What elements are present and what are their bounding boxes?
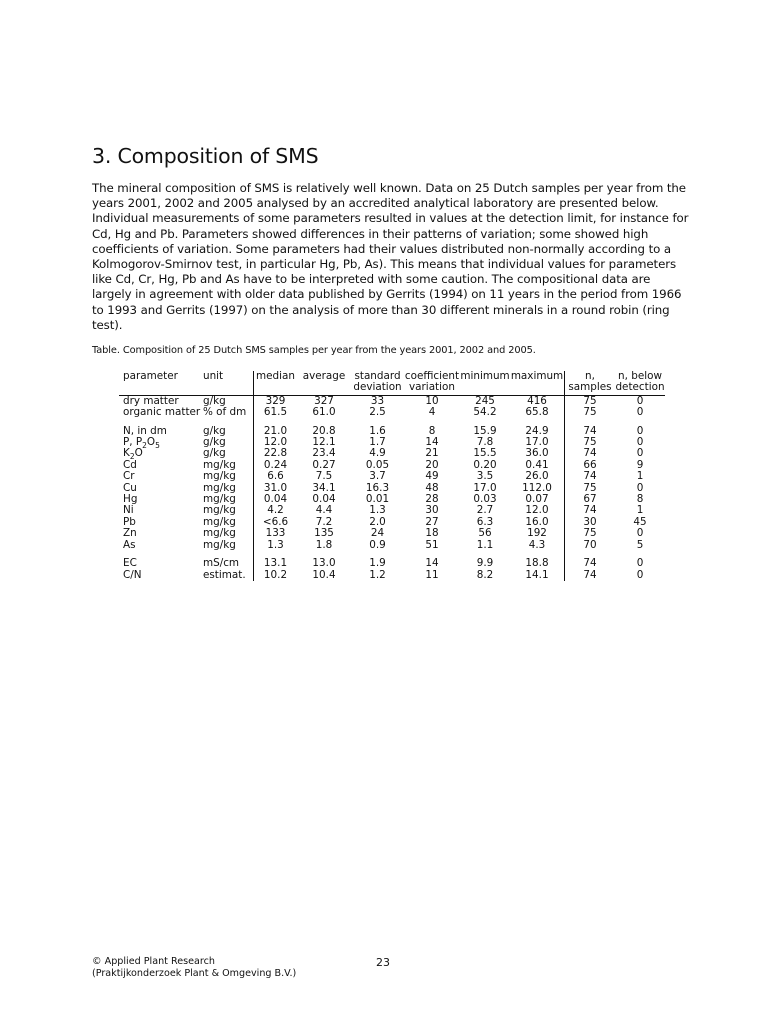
cell-coefficient-variation: 4	[428, 406, 436, 419]
cell-n-samples: 70	[565, 540, 616, 551]
cell-minimum: 54.2	[473, 406, 497, 419]
cell-n-below-detection: 0	[636, 406, 644, 419]
cell-unit: mg/kg	[203, 458, 236, 471]
cell-coefficient-variation: 30	[425, 504, 439, 517]
cell-std-deviation: 2.0	[369, 515, 386, 528]
cell-n-below-detection: 0	[636, 481, 644, 494]
cell-std-deviation: 2.5	[369, 406, 386, 419]
cell-median: 31.0	[254, 483, 298, 494]
table-row	[119, 551, 665, 569]
section-title: 3. Composition of SMS	[92, 144, 319, 168]
cell-std-deviation: 3.7	[369, 470, 386, 483]
cell-minimum: 56	[478, 527, 492, 540]
cell-average: 34.1	[312, 481, 336, 494]
cell-average: 0.27	[312, 458, 336, 471]
cell-minimum: 0.03	[473, 493, 497, 506]
table-row	[119, 540, 665, 551]
cell-median: 13.1	[254, 551, 298, 569]
cell-maximum: 14.1	[525, 568, 549, 581]
cell-unit: mg/kg	[203, 527, 236, 540]
cell-parameter: P, $P_2O_5$	[123, 436, 160, 451]
cell-n-below-detection: 9	[636, 458, 644, 471]
cell-coefficient-variation: 27	[425, 515, 439, 528]
cell-median: 1.3	[254, 540, 298, 551]
header-coefficient-variation: coefficient variation	[404, 370, 460, 394]
cell-average: 61.0	[312, 406, 336, 419]
cell-median: 12.0	[254, 437, 298, 448]
cell-parameter: Zn	[123, 527, 137, 540]
cell-median: 4.2	[254, 505, 298, 516]
cell-unit: estimat.	[203, 568, 246, 581]
cell-parameter: Cu	[123, 481, 137, 494]
cell-n-samples: 75	[565, 528, 616, 539]
cell-maximum: 26.0	[525, 470, 549, 483]
cell-std-deviation: 1.9	[369, 557, 386, 570]
cell-coefficient-variation: 51	[425, 538, 439, 551]
table-row	[119, 570, 665, 581]
cell-coefficient-variation: 14	[425, 557, 439, 570]
cell-n-below-detection: 0	[636, 394, 644, 407]
cell-average: 20.8	[312, 424, 336, 437]
cell-std-deviation: 1.6	[369, 424, 386, 437]
header-n-below-detection: n, below detection	[615, 370, 665, 394]
cell-parameter: Ni	[123, 504, 134, 517]
cell-maximum: 112.0	[522, 481, 552, 494]
page-number: 23	[376, 956, 390, 969]
cell-std-deviation: 1.3	[369, 504, 386, 517]
cell-median: 6.6	[254, 471, 298, 482]
cell-minimum: 9.9	[476, 557, 494, 570]
cell-unit: mg/kg	[203, 515, 236, 528]
cell-n-below-detection: 1	[636, 470, 644, 483]
cell-maximum: 16.0	[525, 515, 549, 528]
cell-maximum: 18.8	[525, 557, 549, 570]
cell-coefficient-variation: 49	[425, 470, 439, 483]
cell-n-below-detection: 0	[636, 447, 644, 460]
header-average: average	[297, 371, 351, 395]
cell-average: 23.4	[312, 447, 336, 460]
footer-line-2: (Praktijkonderzoek Plant & Omgeving B.V.)	[92, 968, 297, 979]
composition-table	[119, 371, 665, 581]
cell-n-below-detection: 0	[636, 568, 644, 581]
cell-parameter: C/N	[123, 568, 142, 581]
cell-maximum: 12.0	[525, 504, 549, 517]
cell-n-samples: 75	[565, 483, 616, 494]
cell-coefficient-variation: 48	[425, 481, 439, 494]
cell-coefficient-variation: 8	[428, 424, 436, 437]
header-median: median	[254, 371, 298, 395]
header-maximum: maximum	[510, 371, 565, 395]
table-row	[119, 419, 665, 437]
cell-maximum: 416	[527, 394, 547, 407]
cell-parameter: EC	[123, 557, 137, 570]
cell-maximum: 4.3	[528, 538, 546, 551]
cell-maximum: 17.0	[525, 436, 549, 449]
cell-unit: mg/kg	[203, 481, 236, 494]
cell-n-samples: 74	[565, 448, 616, 459]
cell-average: 4.4	[315, 504, 333, 517]
cell-coefficient-variation: 21	[425, 447, 439, 460]
cell-n-samples: 66	[565, 460, 616, 471]
cell-std-deviation: 33	[370, 394, 385, 407]
table-row	[119, 528, 665, 539]
table-body	[119, 395, 665, 581]
cell-median: 61.5	[254, 407, 298, 418]
cell-minimum: 1.1	[476, 538, 494, 551]
cell-median: 21.0	[254, 419, 298, 437]
cell-n-samples: 75	[565, 437, 616, 448]
cell-unit: % of dm	[203, 406, 247, 419]
cell-coefficient-variation: 10	[425, 394, 439, 407]
cell-parameter: Hg	[123, 493, 138, 506]
cell-std-deviation: 4.9	[369, 447, 386, 460]
cell-coefficient-variation: 20	[425, 458, 439, 471]
header-unit: unit	[203, 371, 254, 395]
header-parameter: parameter	[119, 371, 203, 395]
cell-minimum: 8.2	[476, 568, 494, 581]
cell-n-below-detection: 45	[633, 515, 647, 528]
cell-median: 10.2	[254, 570, 298, 581]
cell-minimum: 2.7	[476, 504, 494, 517]
cell-parameter: Pb	[123, 515, 136, 528]
footer-copyright	[92, 956, 296, 980]
cell-n-samples: 67	[565, 494, 616, 505]
cell-median: 133	[254, 528, 298, 539]
cell-n-below-detection: 0	[636, 527, 644, 540]
cell-average: 7.5	[315, 470, 333, 483]
header-minimum: minimum	[460, 371, 510, 395]
cell-minimum: 7.8	[476, 436, 494, 449]
cell-median: 0.04	[254, 494, 298, 505]
table-row	[119, 471, 665, 482]
cell-n-samples: 74	[565, 570, 616, 581]
cell-maximum: 65.8	[525, 406, 549, 419]
cell-maximum: 192	[527, 527, 547, 540]
cell-n-samples: 30	[565, 517, 616, 528]
cell-std-deviation: 16.3	[365, 481, 390, 494]
cell-coefficient-variation: 11	[425, 568, 439, 581]
cell-n-samples: 75	[565, 407, 616, 418]
cell-unit: mg/kg	[203, 470, 236, 483]
intro-paragraph: The mineral composition of SMS is relatively well known. Data on 25 Dutch samples per year from the years 2001, 2002 and 2005 analysed by an accredited analytical laboratory are presented below. Individual measurements of some parameters resulted in values at the detection limit, for instance for Cd, Hg and Pb. Parameters showed differences in their patterns of variation; some showed high coefficients of variation. Some parameters had their values distributed non-normally according to a Kolmogorov-Smirnov test, in particular Hg, Pb, As). This means that individual values for parameters like Cd, Cr, Hg, Pb and As have to be interpreted with some caution. The compositional data are largely in agreement with older data published by Gerrits (1994) on 11 years in the period from 1966 to 1993 and Gerrits (1997) on the analysis of more than 30 different minerals in a round robin (ring test).	[92, 181, 689, 332]
cell-unit: g/kg	[203, 436, 226, 449]
cell-average: 1.8	[315, 538, 333, 551]
cell-minimum: 15.9	[473, 424, 497, 437]
footer-line-1: © Applied Plant Research	[92, 956, 215, 967]
cell-n-samples: 74	[565, 505, 616, 516]
cell-parameter: Cd	[123, 458, 137, 471]
cell-unit: g/kg	[203, 424, 226, 437]
cell-median: 329	[254, 395, 298, 407]
cell-std-deviation: 1.2	[369, 568, 386, 581]
cell-n-samples: 74	[565, 419, 616, 437]
cell-unit: mg/kg	[203, 538, 236, 551]
cell-coefficient-variation: 18	[425, 527, 439, 540]
cell-n-samples: 74	[565, 551, 616, 569]
cell-average: 12.1	[312, 436, 336, 449]
cell-maximum: 0.07	[525, 493, 549, 506]
cell-average: 13.0	[312, 557, 336, 570]
cell-n-below-detection: 0	[636, 424, 644, 437]
cell-std-deviation: 0.9	[369, 538, 386, 551]
cell-median: 22.8	[254, 448, 298, 459]
header-std-deviation: standard deviation	[351, 371, 404, 395]
cell-average: 10.4	[312, 568, 336, 581]
cell-maximum: 0.41	[525, 458, 549, 471]
cell-minimum: 17.0	[473, 481, 497, 494]
cell-parameter: As	[123, 538, 136, 551]
cell-average: 327	[314, 394, 334, 407]
cell-std-deviation: 0.01	[365, 493, 390, 506]
cell-coefficient-variation: 14	[425, 436, 439, 449]
cell-n-samples: 75	[565, 395, 616, 407]
cell-parameter: N, in dm	[123, 424, 167, 437]
cell-coefficient-variation: 28	[425, 493, 439, 506]
cell-minimum: 245	[475, 394, 495, 407]
cell-unit: g/kg	[203, 447, 226, 460]
cell-median: 0.24	[254, 460, 298, 471]
cell-average: 135	[314, 527, 334, 540]
cell-minimum: 6.3	[476, 515, 494, 528]
cell-unit: mS/cm	[203, 557, 240, 570]
cell-std-deviation: 24	[370, 527, 385, 540]
cell-n-below-detection: 0	[636, 436, 644, 449]
cell-maximum: 24.9	[525, 424, 549, 437]
cell-unit: mg/kg	[203, 493, 236, 506]
cell-minimum: 15.5	[473, 447, 497, 460]
cell-n-below-detection: 5	[636, 538, 644, 551]
cell-parameter: Cr	[123, 470, 135, 483]
cell-unit: g/kg	[203, 394, 226, 407]
cell-std-deviation: 1.7	[369, 436, 386, 449]
cell-n-samples: 74	[565, 471, 616, 482]
cell-n-below-detection: 0	[636, 557, 644, 570]
cell-maximum: 36.0	[525, 447, 549, 460]
cell-parameter: $K_2O$	[123, 447, 143, 462]
cell-n-below-detection: 8	[636, 493, 644, 506]
cell-average: 7.2	[315, 515, 333, 528]
cell-average: 0.04	[312, 493, 336, 506]
table-caption: Table. Composition of 25 Dutch SMS samples per year from the years 2001, 2002 and 2005.	[92, 345, 536, 356]
header-n-samples: n, samples	[565, 371, 616, 395]
cell-parameter: dry matter	[123, 394, 179, 407]
cell-parameter: organic matter	[123, 406, 201, 419]
table-row	[119, 407, 665, 418]
cell-median: <6.6	[254, 517, 298, 528]
cell-n-below-detection: 1	[636, 504, 644, 517]
cell-minimum: 3.5	[476, 470, 494, 483]
cell-minimum: 0.20	[473, 458, 497, 471]
table-header	[119, 371, 665, 395]
cell-unit: mg/kg	[203, 504, 236, 517]
cell-std-deviation: 0.05	[365, 458, 390, 471]
